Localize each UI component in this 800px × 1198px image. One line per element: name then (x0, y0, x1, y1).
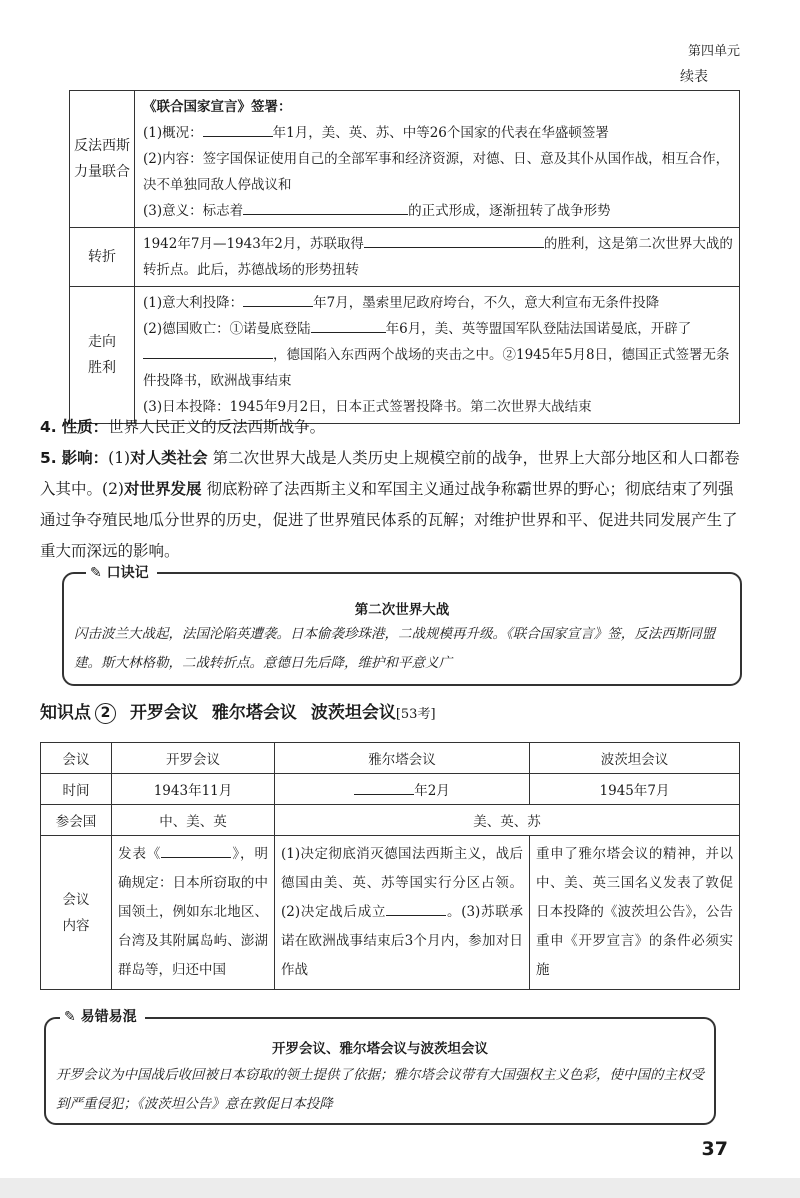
table-row (41, 743, 740, 774)
confusion-box (44, 1017, 716, 1125)
row-label: 走向 胜利 (70, 287, 135, 424)
row-label: 转折 (70, 228, 135, 287)
fill-blank (386, 901, 446, 916)
column-header: 雅尔塔会议 (275, 743, 530, 774)
table-cell: 年2月 (275, 774, 530, 805)
confusion-text: 开罗会议为中国战后收回被日本窃取的领土提供了依据；雅尔塔会议带有大国强权主义色彩，使中国的主权受到严重侵犯；《波茨坦公告》意在敦促日本投降 (56, 1067, 704, 1112)
confusion-tag: ✎ 易错易混 (60, 1006, 145, 1026)
table-cell: 1943年11月 (112, 774, 275, 805)
row-header: 时间 (41, 774, 112, 805)
column-header: 波茨坦会议 (530, 743, 740, 774)
row-content: 《联合国家宣言》签署： (1)概况： 年1月，美、英、苏、中等26个国家的代表在华盛顿签署 (2)内容：签字国保证使用自己的全部军事和经济资源，对德、日、意及其仆从国作战，相互合作，决不单独同敌人停战议和 (3)意义：标志着 的正式形成，逐渐扭转了战争形势 (135, 91, 740, 228)
table-cell: 发表《 》，明确规定：日本所窃取的中国领土，例如东北地区、台湾及其附属岛屿、澎湖群岛等，归还中国 (112, 836, 275, 990)
confusion-title: 开罗会议、雅尔塔会议与波茨坦会议 (272, 1041, 488, 1057)
knowledge-number: 2 (95, 703, 116, 724)
unit-header: 第四单元 (687, 44, 740, 59)
knowledge-heading: 知识点 2 开罗会议 雅尔塔会议 波茨坦会议[53考] (40, 703, 436, 723)
meeting-table (40, 742, 740, 990)
fill-blank (354, 780, 414, 795)
fill-blank (243, 200, 408, 215)
row-header: 会议 内容 (41, 836, 112, 990)
mnemonic-text: 闪击波兰大战起，法国沦陷英遭袭。日本偷袭珍珠港，二战规模再升级。《联合国家宣言》签，反法西斯同盟建。斯大林格勒，二战转折点。意德日先后降，维护和平意义广 (74, 626, 716, 671)
fill-blank (143, 344, 273, 359)
continued-label: 续表 (680, 69, 708, 85)
row-content: (1)意大利投降： 年7月，墨索里尼政府垮台，不久，意大利宣布无条件投降 (2)德国败亡：①诺曼底登陆 年6月，美、英等盟国军队登陆法国诺曼底，开辟了，德国陷入东西两个战场的夹击之中。②1945年5月8日，德国正式签署无条件投降书，欧洲战事结束 (3)日本投降：1945年9月2日，日本正式签署投降书。第二次世界大战结束 (135, 287, 740, 424)
page-number: 37 (701, 1138, 728, 1160)
nature-paragraph: 4. 性质：世界人民正义的反法西斯战争。 (40, 418, 326, 436)
table-cell: 1945年7月 (530, 774, 740, 805)
table-cell: (1)决定彻底消灭德国法西斯主义，战后德国由美、英、苏等国实行分区占领。(2)决定战后成立 。(3)苏联承诺在欧洲战事结束后3个月内，参加对日作战 (275, 836, 530, 990)
mnemonic-tag: ✎ 口诀记 (86, 562, 157, 582)
war-summary-table (69, 90, 740, 424)
table-row (70, 228, 740, 287)
table-cell: 中、美、英 (112, 805, 275, 836)
table-row (70, 91, 740, 228)
table-row (41, 774, 740, 805)
fill-blank (364, 233, 544, 248)
table-row (41, 836, 740, 990)
declaration-intro: 《联合国家宣言》签署： (143, 99, 292, 115)
table-row (70, 287, 740, 424)
row-content: 1942年7月—1943年2月，苏联取得 的胜利，这是第二次世界大战的转折点。此后，苏德战场的形势扭转 (135, 228, 740, 287)
row-label: 反法西斯 力量联合 (70, 91, 135, 228)
footer-band (0, 1178, 800, 1198)
fill-blank (243, 292, 313, 307)
table-cell: 美、英、苏 (275, 805, 740, 836)
fill-blank (161, 843, 231, 858)
column-header: 开罗会议 (112, 743, 275, 774)
fill-blank (203, 122, 273, 137)
fill-blank (311, 318, 386, 333)
table-row (41, 805, 740, 836)
row-header: 参会国 (41, 805, 112, 836)
table-cell: 重申了雅尔塔会议的精神，并以中、美、英三国名义发表了敦促日本投降的《波茨坦公告》，公告重申《开罗宣言》的条件必须实施 (530, 836, 740, 990)
column-header: 会议 (41, 743, 112, 774)
impact-paragraph: 5. 影响：(1)对人类社会 第二次世界大战是人类历史上规模空前的战争，世界上大部分地区和人口都卷入其中。(2)对世界发展 彻底粉碎了法西斯主义和军国主义通过战争称霸世界的野心；彻底结束了列强通过争夺殖民地瓜分世界的历史，促进了世界殖民体系的瓦解；对维护世界和平、促进共同发展产生了重大而深远的影响。 (40, 449, 740, 560)
mnemonic-box (62, 572, 742, 686)
mnemonic-title: 第二次世界大战 (354, 602, 450, 618)
